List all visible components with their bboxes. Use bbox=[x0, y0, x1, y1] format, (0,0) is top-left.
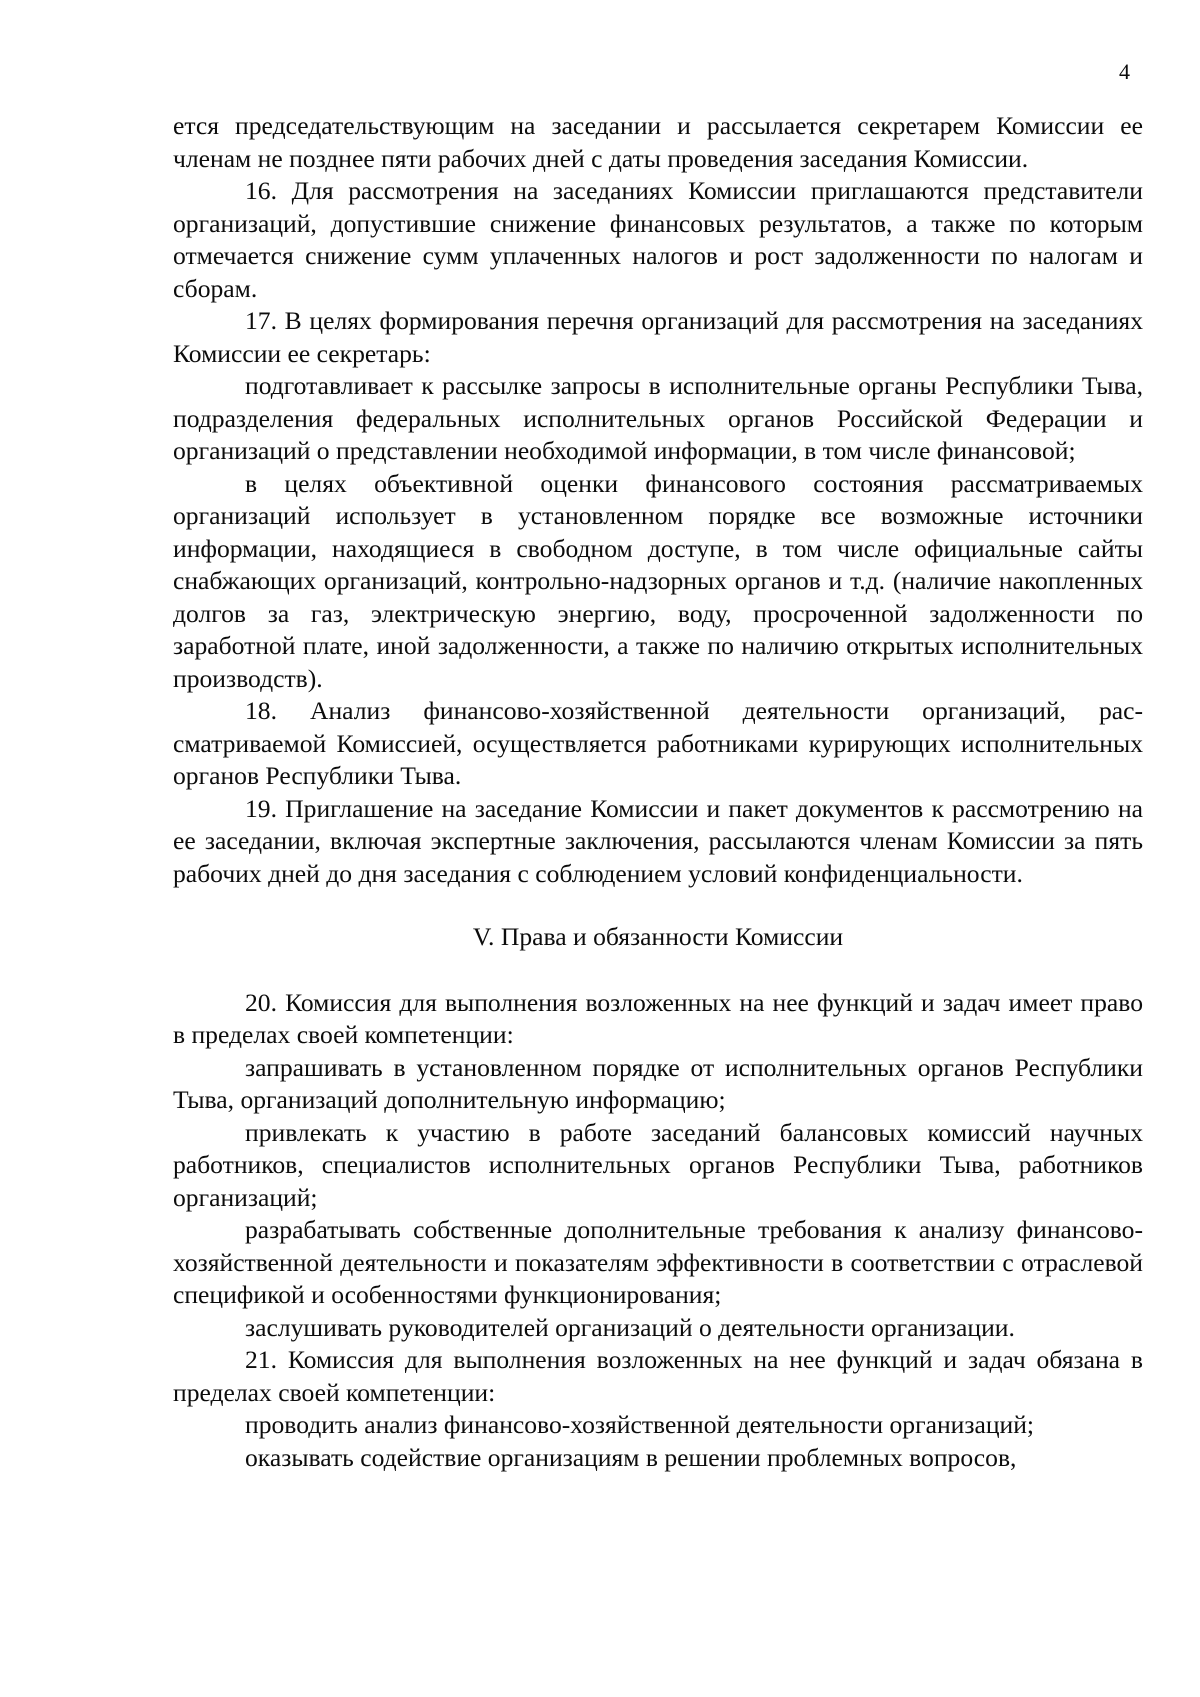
paragraph-20-item-involve-experts: привлекать к участию в работе заседаний балансовых комиссий научных работников, специалистов исполнительных органов Республики Тыва, работников организаций; bbox=[173, 1117, 1143, 1212]
document-body bbox=[173, 110, 1143, 1474]
paragraph-20: 20. Комиссия для выполнения возложенных на нее функций и задач имеет право в пределах своей компетенции: bbox=[173, 987, 1143, 1049]
paragraph-21-item-assistance: оказывать содействие организациям в решении проблемных вопросов, bbox=[245, 1442, 1017, 1472]
paragraph-18: 18. Анализ финансово-хозяйственной деятельности организаций, рассматриваемой Комиссией, осуществляется работниками курирующих исполнительных органов Республики Тыва. bbox=[173, 696, 1143, 790]
page-number: 4 bbox=[1119, 59, 1130, 84]
paragraph-21: 21. Комиссия для выполнения возложенных на нее функций и задач обязана в пределах своей компетенции: bbox=[173, 1345, 1143, 1407]
paragraph-17-item-requests: подготавливает к рассылке запросы в исполнительные органы Республики Тыва, подразделения федеральных исполнительных органов Российской Федерации и организаций о представлении необходимой информации, в том числе финансовой; bbox=[173, 371, 1143, 465]
paragraph-15-continued: ется председательствующим на заседании и рассылается секретарем Комиссии ее членам не позднее пяти рабочих дней с даты проведения заседания Комиссии. bbox=[173, 111, 1143, 173]
paragraph-20-item-hear-managers: заслушивать руководителей организаций о деятельности организации. bbox=[245, 1312, 1015, 1342]
paragraph-19: 19. Приглашение на заседание Комиссии и пакет документов к рассмотрению на ее заседании, включая экспертные заключения, рассылаются членам Комиссии за пять рабочих дней до дня заседания с соблюдением условий конфиденциальности. bbox=[173, 793, 1143, 888]
paragraph-21-item-analysis: проводить анализ финансово-хозяйственной деятельности организаций; bbox=[245, 1410, 1035, 1439]
paragraph-17: 17. В целях формирования перечня организаций для рассмотрения на заседаниях Комиссии ее секретарь: bbox=[173, 306, 1143, 368]
section-heading: V. Права и обязанности Комиссии bbox=[472, 922, 844, 951]
paragraph-20-item-develop-requirements: разрабатывать собственные дополнительные требования к анализу финансово-хозяйственной деятельности и показателям эффективности в соответствии с отраслевой спецификой и особенностями функционирования; bbox=[173, 1215, 1143, 1309]
paragraph-16: 16. Для рассмотрения на заседаниях Комиссии приглашаются представители организаций, допустившие снижение финансовых результатов, а также по которым отмечается снижение сумм уплаченных налогов и рост задолженности по налогам и сборам. bbox=[173, 176, 1143, 303]
paragraph-17-item-assessment: в целях объективной оценки финансового состояния рассматриваемых организаций использует в установленном порядке все возможные источники информации, находящиеся в свободном доступе, в том числе официальные сайты снабжающих организаций, контрольно-надзорных органов и т.д. (наличие накопленных долгов за газ, электрическую энергию, воду, просроченной задолженности по заработной плате, иной задолженности, а также по наличию открытых исполнительных производств). bbox=[173, 468, 1143, 693]
paragraph-20-item-request-info: запрашивать в установленном порядке от исполнительных органов Республики Тыва, организаций дополнительную информацию; bbox=[173, 1052, 1143, 1114]
